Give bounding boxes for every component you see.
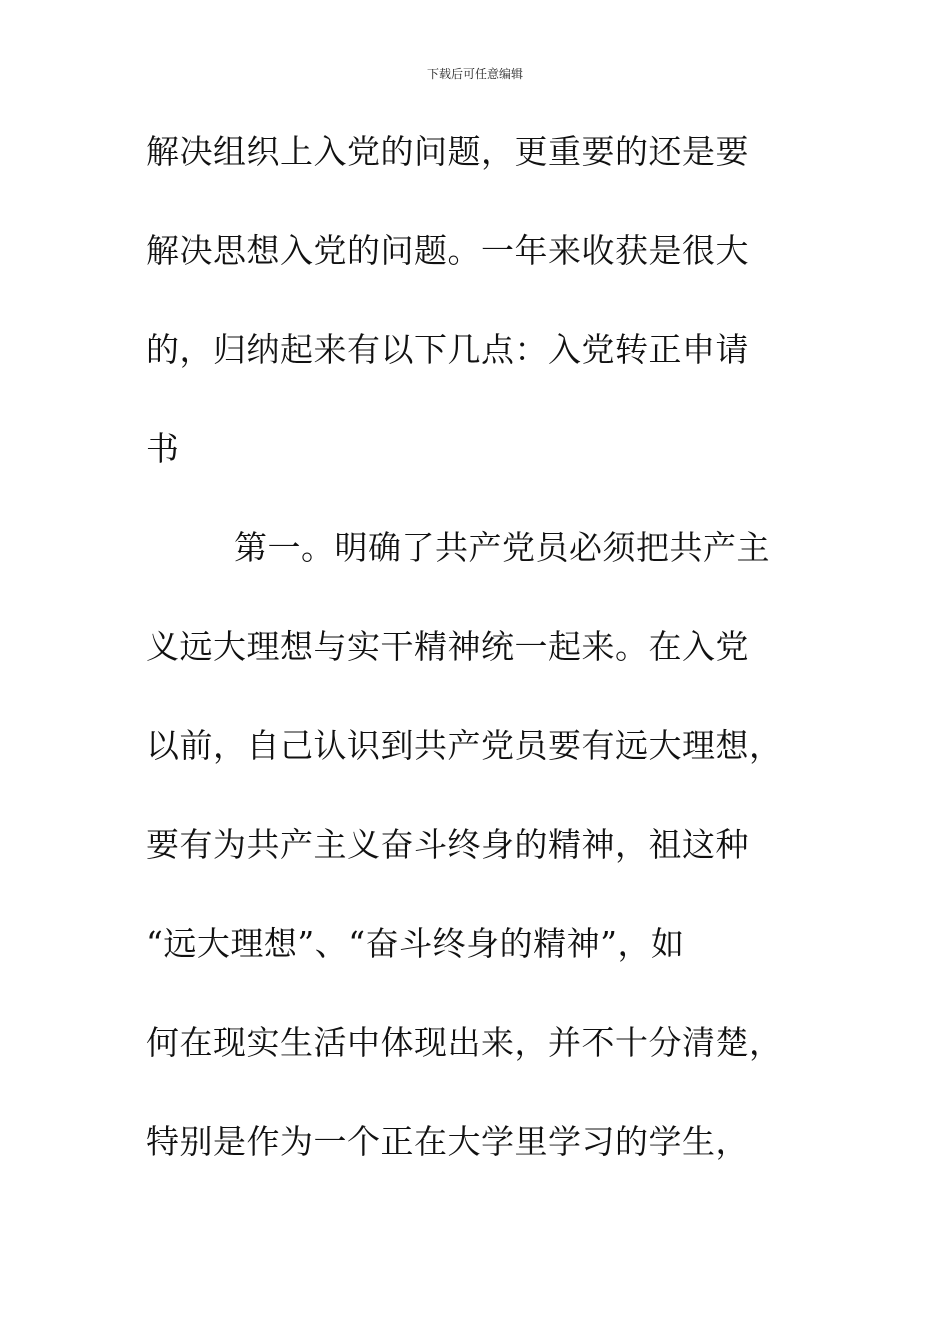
paragraph-start-line: 第一。明确了共产党员必须把共产主 (234, 528, 770, 567)
text-line: 解决组织上入党的问题，更重要的还是要 (146, 132, 749, 171)
document-body (146, 127, 806, 1216)
text-line: 何在现实生活中体现出来，并不十分清楚， (146, 1023, 783, 1062)
text-line: 要有为共产主义奋斗终身的精神，祖这种 (146, 825, 749, 864)
text-line: “远大理想”、“奋斗终身的精神”，如 (146, 924, 685, 963)
text-line: 的，归纳起来有以下几点：入党转正申请 (146, 330, 749, 369)
text-line: 特别是作为一个正在大学里学习的学生， (146, 1122, 749, 1161)
page-header: 下载后可任意编辑 (426, 67, 523, 81)
text-line: 义远大理想与实干精神统一起来。在入党 (146, 627, 749, 666)
text-line: 以前，自己认识到共产党员要有远大理想， (146, 726, 783, 765)
text-line: 书 (146, 429, 180, 468)
text-line: 解决思想入党的问题。一年来收获是很大 (146, 231, 749, 270)
